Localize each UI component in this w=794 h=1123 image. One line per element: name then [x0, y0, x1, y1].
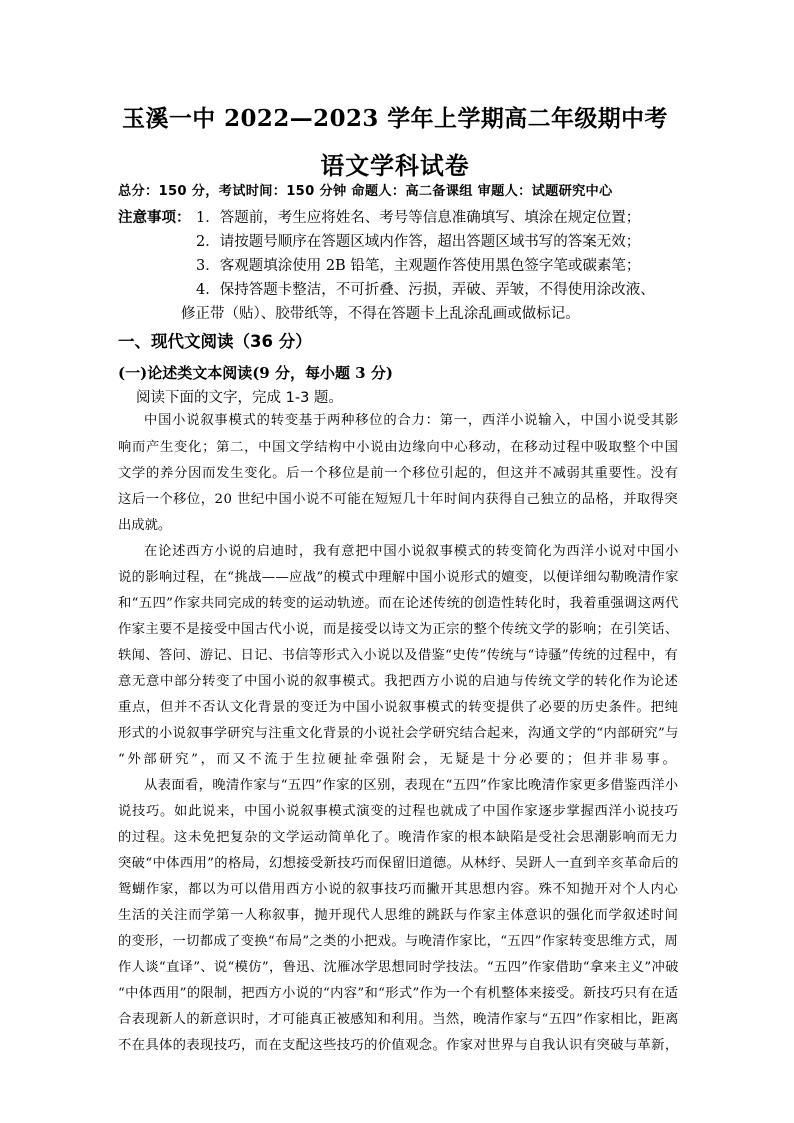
passage-line: 生活的关注而学第一人称叙事，抛开现代人思维的跳跃与作家主体意识的强化而学叙述时间: [118, 908, 679, 923]
passage-line: 的过程。这未免把复杂的文学运动简单化了。晚清作家的根本缺陷是受社会思潮影响而无力: [118, 830, 679, 845]
passage-line: 不在具体的表现技巧，而在支配这些技巧的价值观念。作家对世界与自我认识有突破与革新，: [118, 1038, 679, 1053]
passage-line: 轶闻、答问、游记、日记、书信等形式入小说以及借鉴“史传”传统与“诗骚”传统的过程中，有: [118, 648, 679, 663]
passage-line: 重点，但并不否认文化背景的变迁为中国小说叙事模式的转变提供了必要的历史条件。把纯: [118, 700, 679, 715]
passage-line: 出成就。: [118, 518, 172, 533]
passage-line: 这后一个移位，20 世纪中国小说不可能在短短几十年时间内获得自己独立的品格，并取得突: [118, 492, 679, 507]
passage-line: 意无意中部分转变了中国小说的叙事模式。我把西方小说的启迪与传统文学的转化作为论述: [118, 674, 679, 689]
notice-item-4: 4．保持答题卡整洁，不可折叠、污损，弄破、弄皱，不得使用涂改液、: [196, 282, 655, 298]
passage-line: 的变形，一切都成了变换“布局”之类的小把戏。与晚清作家比，“五四”作家转变思维方式，周: [118, 934, 679, 949]
passage-line: 说技巧。如此说来，中国小说叙事模式演变的过程也就成了中国作家逐步掌握西洋小说技巧: [118, 804, 679, 819]
passage-line: 形式的小说叙事学研究与注重文化背景的小说社会学研究结合起来，沟通文学的“内部研究”与: [118, 726, 679, 741]
notice-item-1: 1．答题前，考生应将姓名、考号等信息准确填写、填涂在规定位置；: [196, 210, 641, 226]
exam-subject-title: 语文学科试卷: [320, 151, 470, 180]
passage-line: 从表面看，晚清作家与“五四”作家的区别，表现在“五四”作家比晚清作家更多借鉴西洋小: [144, 778, 679, 793]
passage-line: 在论述西方小说的启迪时，我有意把中国小说叙事模式的转变简化为西洋小说对中国小: [144, 544, 680, 559]
section-heading: 一、现代文阅读（36 分）: [118, 332, 312, 351]
notice-item-2: 2．请按题号顺序在答题区域内作答，超出答题区域书写的答案无效；: [196, 234, 641, 250]
passage-line: 响而产生变化；第二，中国文学结构中小说由边缘向中心移动，在移动过程中吸取整个中国: [118, 440, 679, 455]
passage-line: 和“五四”作家共同完成的转变的运动轨迹。而在论述传统的创造性转化时，我着重强调这两代: [118, 596, 679, 611]
exam-meta-info: 总分：150 分，考试时间：150 分钟 命题人：高二备课组 审题人：试题研究中心: [118, 184, 613, 199]
passage-line: 文学的养分因而发生变化。后一个移位是前一个移位引起的，但这并不减弱其重要性。没有: [118, 466, 679, 481]
exam-title: 玉溪一中 2022—2023 学年上学期高二年级期中考: [122, 105, 668, 132]
passage-line: 作家主要不是接受中国古代小说，而是接受以诗文为正宗的整个传统文学的影响；在引笑话、: [118, 622, 679, 637]
notice-item-4-continued: 修正带（贴）、胶带纸等，不得在答题卡上乱涂乱画或做标记。: [181, 306, 580, 322]
passage-line: 作人谈“直译”、说“模仿”，鲁迅、沈雁冰学思想同时学技法。“五四”作家借助“拿来主义”冲破: [118, 960, 679, 975]
passage-line: 说的影响过程，在“挑战——应战”的模式中理解中国小说形式的嬗变，以便详细勾勒晚清作家: [118, 570, 679, 585]
passage-line: “中体西用”的限制，把西方小说的“内容”和“形式”作为一个有机整体来接受。新技巧只有在适: [118, 986, 679, 1001]
notice-label: 注意事项：: [118, 210, 191, 226]
passage-line: 合表现新人的新意识时，才可能真正被感知和利用。当然，晚清作家与“五四”作家相比，距离: [118, 1012, 679, 1027]
passage-line: “外部研究”，而又不流于生拉硬扯牵强附会，无疑是十分必要的；但并非易事。: [118, 752, 679, 767]
reading-instruction: 阅读下面的文字，完成 1-3 题。: [136, 390, 343, 406]
notice-item-3: 3．客观题填涂使用 2B 铅笔，主观题作答使用黑色签字笔或碳素笔；: [196, 258, 641, 274]
passage-line: 鸳蝴作家，都以为可以借用西方小说的叙事技巧而撇开其思想内容。殊不知抛开对个人内心: [118, 882, 679, 897]
passage-line: 中国小说叙事模式的转变基于两种移位的合力：第一，西洋小说输入，中国小说受其影: [144, 413, 680, 428]
subsection-heading: (一)论述类文本阅读(9 分，每小题 3 分): [118, 364, 393, 382]
passage-line: 突破“中体西用”的格局，幻想接受新技巧而保留旧道德。从林纾、吴趼人一直到辛亥革命后的: [118, 856, 679, 871]
